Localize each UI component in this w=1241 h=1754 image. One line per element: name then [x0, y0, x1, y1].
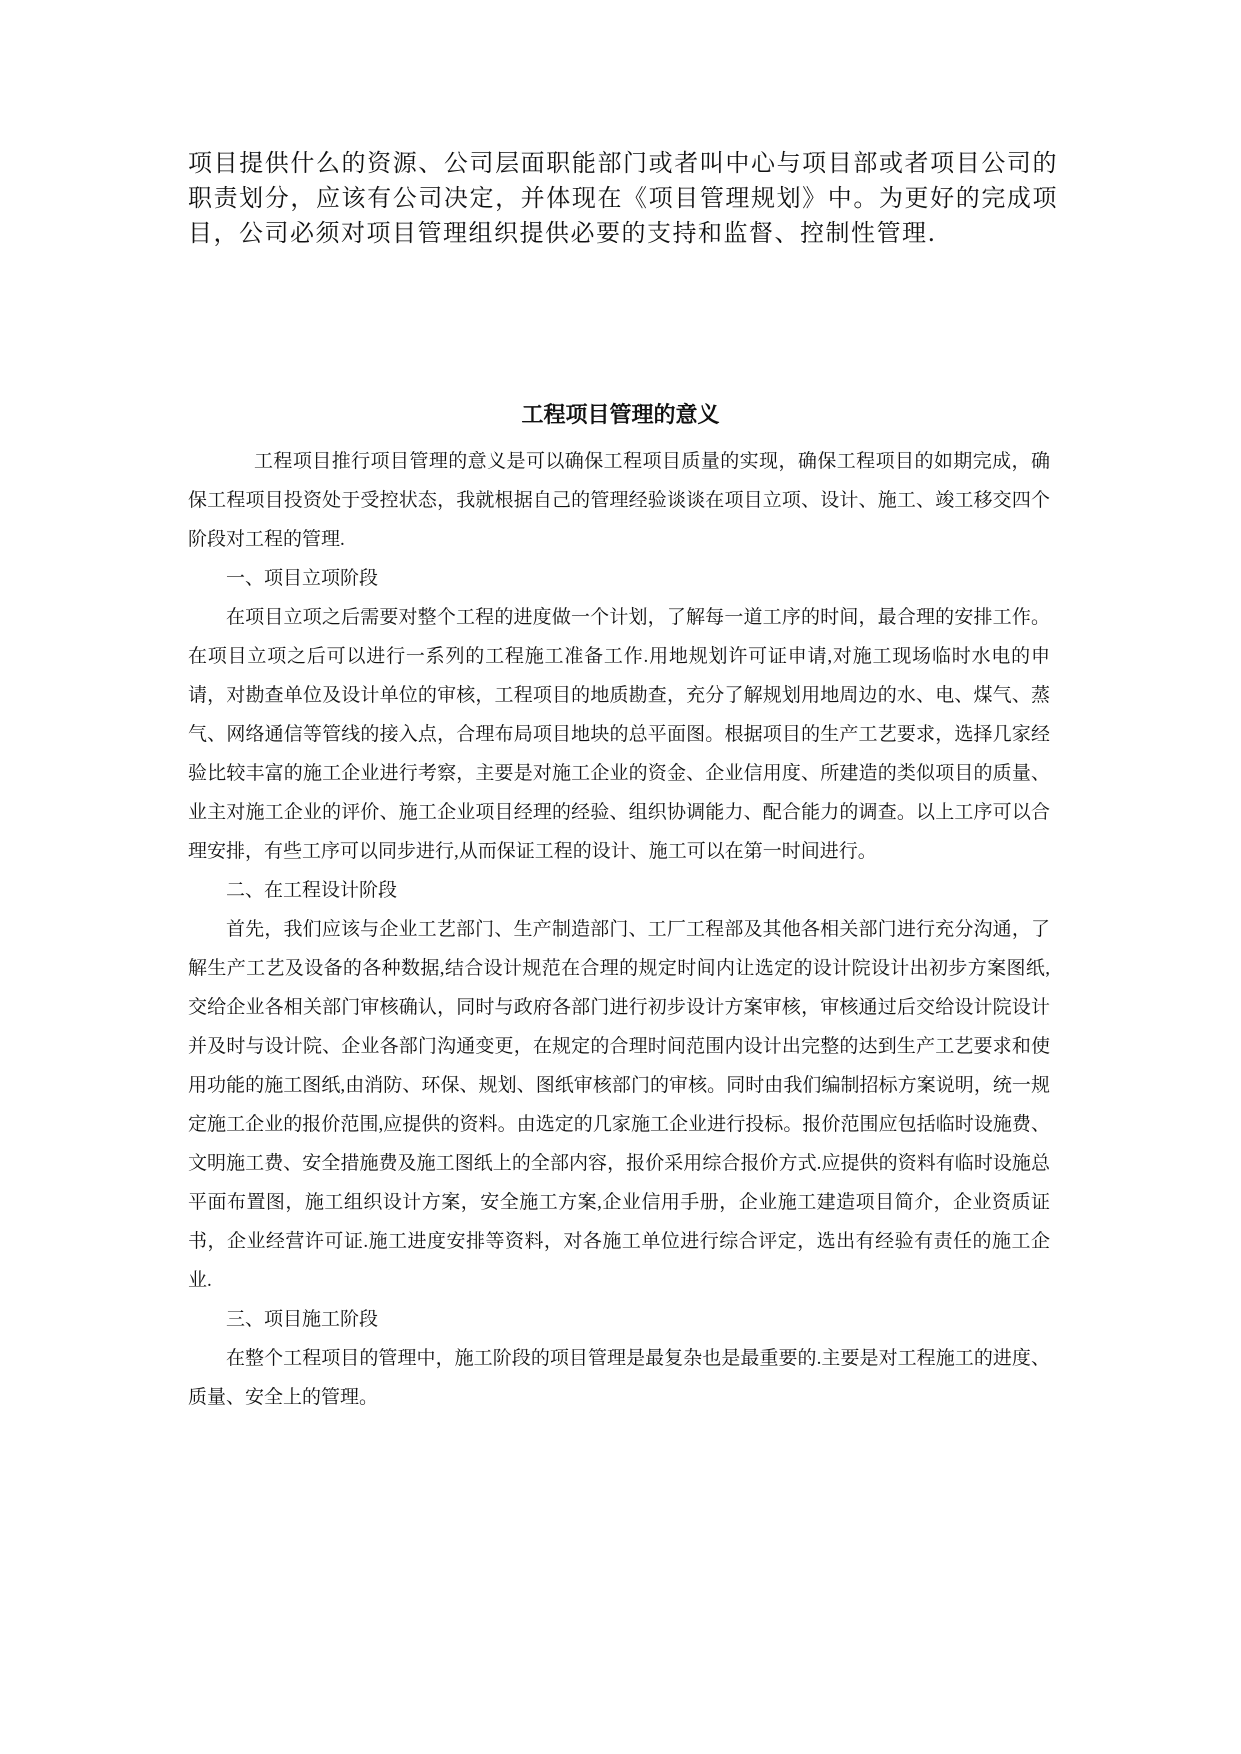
section-text-design: 首先，我们应该与企业工艺部门、生产制造部门、工厂工程部及其他各相关部门进行充分沟通，了解生产工艺及设备的各种数据,结合设计规范在合理的规定时间内让选定的设计院设计出初步方案图纸,交给企业各相关部门审核确认，同时与政府各部门进行初步设计方案审核，审核通过后交给设计院设计并及时与设计院、企业各部门沟通变更，在规定的合理时间范围内设计出完整的达到生产工艺要求和使用功能的施工图纸,由消防、环保、规划、图纸审核部门的审核。同时由我们编制招标方案说明，统一规定施工企业的报价范围,应提供的资料。由选定的几家施工企业进行投标。报价范围应包括临时设施费、文明施工费、安全措施费及施工图纸上的全部内容，报价采用综合报价方式.应提供的资料有临时设施总平面布置图，施工组织设计方案，安全施工方案,企业信用手册，企业施工建造项目简介，企业资质证书，企业经营许可证.施工进度安排等资料，对各施工单位进行综合评定，选出有经验有责任的施工企业. — [188, 919, 1050, 1291]
lead-paragraph: 工程项目推行项目管理的意义是可以确保工程项目质量的实现，确保工程项目的如期完成，确保工程项目投资处于受控状态，我就根据自己的管理经验谈谈在项目立项、设计、施工、竣工移交四个阶段对工程的管理. — [188, 451, 1050, 550]
section-heading-construction: 三、项目施工阶段 — [226, 1309, 379, 1330]
article-title: 工程项目管理的意义 — [521, 402, 720, 427]
section-heading-initiation: 一、项目立项阶段 — [226, 568, 379, 589]
section-text-construction: 在整个工程项目的管理中，施工阶段的项目管理是最复杂也是最重要的.主要是对工程施工的进度、质量、安全上的管理。 — [188, 1348, 1050, 1408]
intro-paragraph: 项目提供什么的资源、公司层面职能部门或者叫中心与项目部或者项目公司的职责划分，应该有公司决定，并体现在《项目管理规划》中。为更好的完成项目，公司必须对项目管理组织提供必要的支持和监督、控制性管理. — [188, 149, 1058, 247]
article-body — [188, 442, 1050, 1417]
section-heading-design: 二、在工程设计阶段 — [226, 880, 398, 901]
section-text-initiation: 在项目立项之后需要对整个工程的进度做一个计划，了解每一道工序的时间，最合理的安排工作。在项目立项之后可以进行一系列的工程施工准备工作.用地规划许可证申请,对施工现场临时水电的申请，对勘查单位及设计单位的审核，工程项目的地质勘查，充分了解规划用地周边的水、电、煤气、蒸气、网络通信等管线的接入点，合理布局项目地块的总平面图。根据项目的生产工艺要求，选择几家经验比较丰富的施工企业进行考察，主要是对施工企业的资金、企业信用度、所建造的类似项目的质量、业主对施工企业的评价、施工企业项目经理的经验、组织协调能力、配合能力的调查。以上工序可以合理安排，有些工序可以同步进行,从而保证工程的设计、施工可以在第一时间进行。 — [188, 607, 1050, 862]
